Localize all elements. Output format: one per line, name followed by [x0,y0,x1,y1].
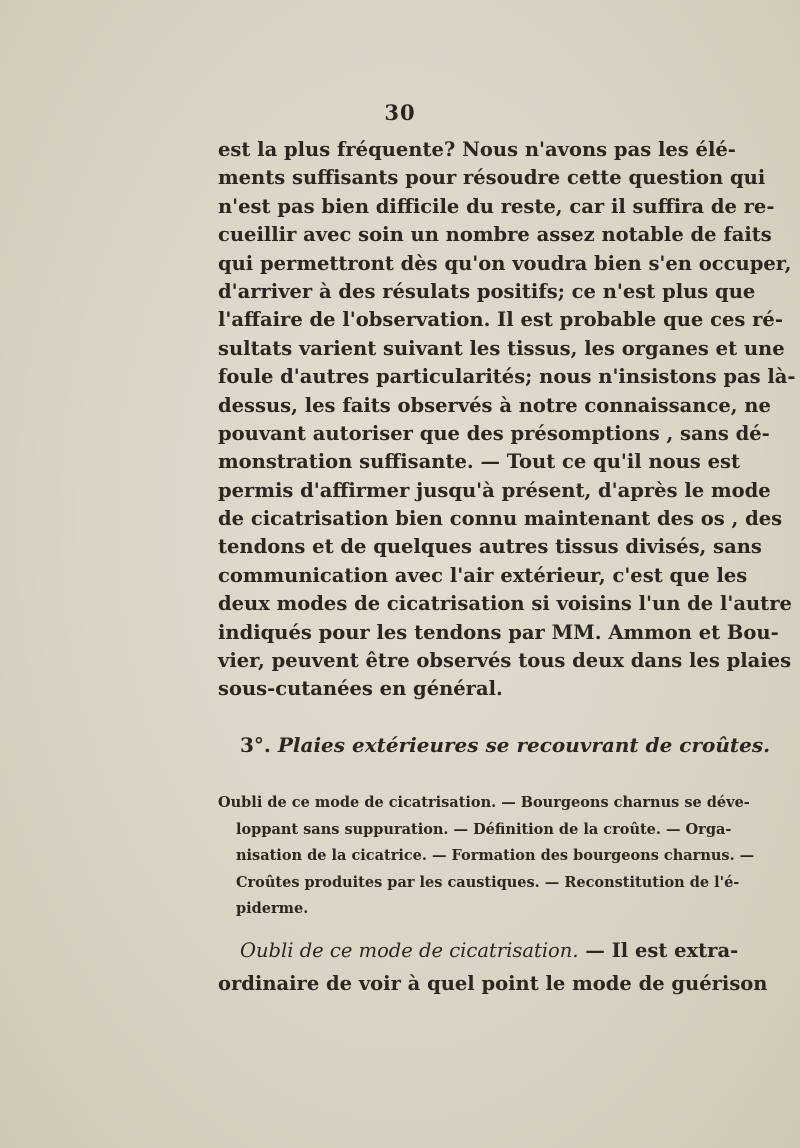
summary-line: Oubli de ce mode de cicatrisation. — Bourgeons charnus se déve- [218,794,750,811]
body-paragraph [218,136,796,704]
summary-line: nisation de la cicatrice. — Formation des bourgeons charnus. — [236,847,755,864]
paragraph-text: — Il est extra- [578,939,739,962]
section-title: Plaies extérieures se recouvrant de croûtes. [277,733,771,757]
text-line: qui permettront dès qu'on voudra bien s'en occuper, [218,251,792,275]
text-line: foule d'autres particularités; nous n'insistons pas là- [218,365,796,389]
paragraph-lead: Oubli de ce mode de cicatrisation. [240,939,579,962]
section-summary [218,790,755,923]
text-line: l'affaire de l'observation. Il est probable que ces ré- [218,308,783,332]
summary-line: Croûtes produites par les caustiques. — Reconstitution de l'é- [236,873,740,891]
page-number: 30 [384,100,416,125]
text-line: de cicatrisation bien connu maintenant des os , des [218,507,783,531]
text-line: deux modes de cicatrisation si voisins l'un de l'autre [218,592,792,616]
text-line: pouvant autoriser que des présomptions , sans dé- [218,421,770,445]
text-line: dessus, les faits observés à notre connaissance, ne [218,393,771,417]
summary-line: loppant sans suppuration. — Définition de la croûte. — Orga- [236,820,732,838]
text-line: d'arriver à des résulats positifs; ce n'est plus que [218,279,756,303]
text-line: sous-cutanées en général. [218,677,503,701]
next-paragraph [218,934,768,1000]
summary-line: piderme. [236,900,309,917]
text-line: ordinaire de voir à quel point le mode de guérison [218,972,768,995]
text-line: cueillir avec soin un nombre assez notable de faits [218,223,772,247]
text-line: n'est pas bien difficile du reste, car il suffira de re- [218,194,775,218]
text-line: monstration suffisante. — Tout ce qu'il nous est [218,450,740,474]
text-line: est la plus fréquente? Nous n'avons pas les élé- [218,138,736,161]
text-line: vier, peuvent être observés tous deux dans les plaies [218,649,792,673]
text-line: communication avec l'air extérieur, c'est que les [218,563,748,587]
text-line: indiqués pour les tendons par MM. Ammon et Bou- [218,620,779,644]
text-line [218,934,739,967]
text-line: ments suffisants pour résoudre cette question qui [218,166,766,190]
text-line: permis d'affirmer jusqu'à présent, d'après le mode [218,478,771,502]
text-line: sultats varient suivant les tissus, les organes et une [218,336,785,360]
text-line: tendons et de quelques autres tissus divisés, sans [218,535,762,559]
section-number: 3°. [240,733,271,757]
section-heading [240,733,771,757]
